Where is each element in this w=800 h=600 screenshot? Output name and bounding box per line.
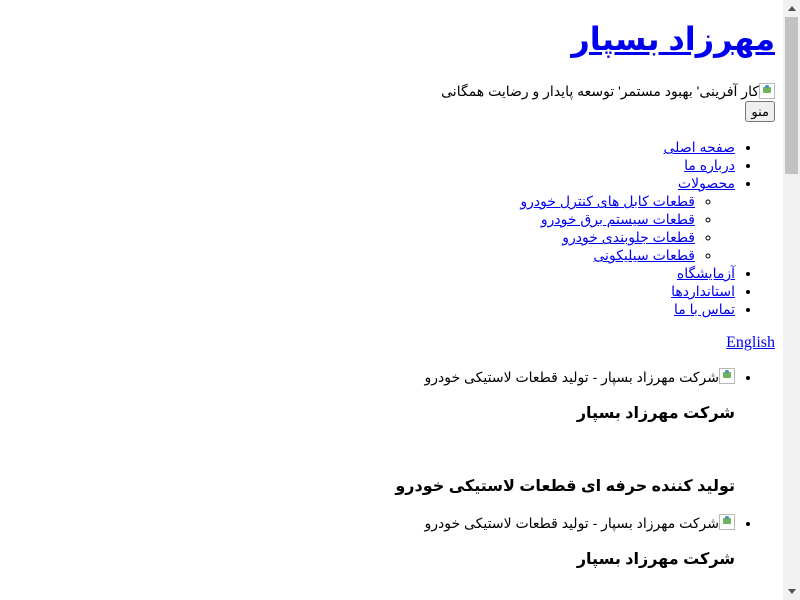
menu-button[interactable]: منو [745,101,775,122]
broken-image-icon [719,514,735,530]
nav-item-standards [8,282,735,300]
nav-link-products[interactable]: محصولات [677,175,735,191]
slide-image [8,368,735,386]
submenu-item-suspension [8,228,695,246]
slogan-image-alt: کار آفرینی' بهبود مستمر' توسعه پایدار و رضایت همگانی [441,83,759,99]
nav-link-home[interactable]: صفحه اصلی [663,139,735,155]
scroll-thumb[interactable] [785,17,798,174]
site-title-link[interactable]: مهرزاد بسپار [571,21,775,57]
submenu-link-silicone[interactable]: قطعات سیلیکونی [593,247,695,263]
slide-image-alt: شرکت مهرزاد بسپار - تولید قطعات لاستیکی خودرو [424,369,719,385]
submenu-item-control-cables [8,192,695,210]
slide-image-alt: شرکت مهرزاد بسپار - تولید قطعات لاستیکی خودرو [424,515,719,531]
slide-item [8,514,735,569]
nav-item-laboratory [8,264,735,282]
broken-image-icon [719,368,735,384]
slide-image [8,514,735,532]
submenu-link-suspension[interactable]: قطعات جلوبندی خودرو [562,229,695,245]
submenu-item-electrical-system [8,210,695,228]
nav-item-contact [8,300,735,318]
slide-subheading: تولید کننده حرفه ای قطعات لاستیکی خودرو [395,478,735,495]
nav-link-contact[interactable]: تماس با ما [673,301,735,317]
submenu-link-electrical-system[interactable]: قطعات سیستم برق خودرو [540,211,695,227]
nav-link-standards[interactable]: استانداردها [671,283,735,299]
nav-link-laboratory[interactable]: آزمایشگاه [676,265,735,281]
slide-heading: شرکت مهرزاد بسپار [576,405,735,422]
site-title [8,21,775,58]
scroll-up-arrow-icon[interactable] [783,0,800,17]
menu-toggle-wrapper [8,99,775,122]
submenu-item-silicone [8,246,695,264]
slider [8,368,775,569]
slide-item [8,368,735,496]
products-submenu [8,192,735,264]
vertical-scrollbar[interactable] [783,0,800,600]
scroll-down-arrow-icon[interactable] [783,583,800,600]
page-content [0,21,783,569]
nav-item-about [8,156,735,174]
english-language-link[interactable]: English [726,334,775,351]
slogan-banner [8,83,775,99]
broken-image-icon [759,83,775,99]
nav-item-home [8,138,735,156]
main-nav [8,138,775,318]
submenu-link-control-cables[interactable]: قطعات کابل های کنترل خودرو [520,193,695,209]
slide-heading: شرکت مهرزاد بسپار [576,551,735,568]
nav-link-about[interactable]: درباره ما [684,157,735,173]
language-switcher [8,334,775,352]
nav-item-products [8,174,735,264]
